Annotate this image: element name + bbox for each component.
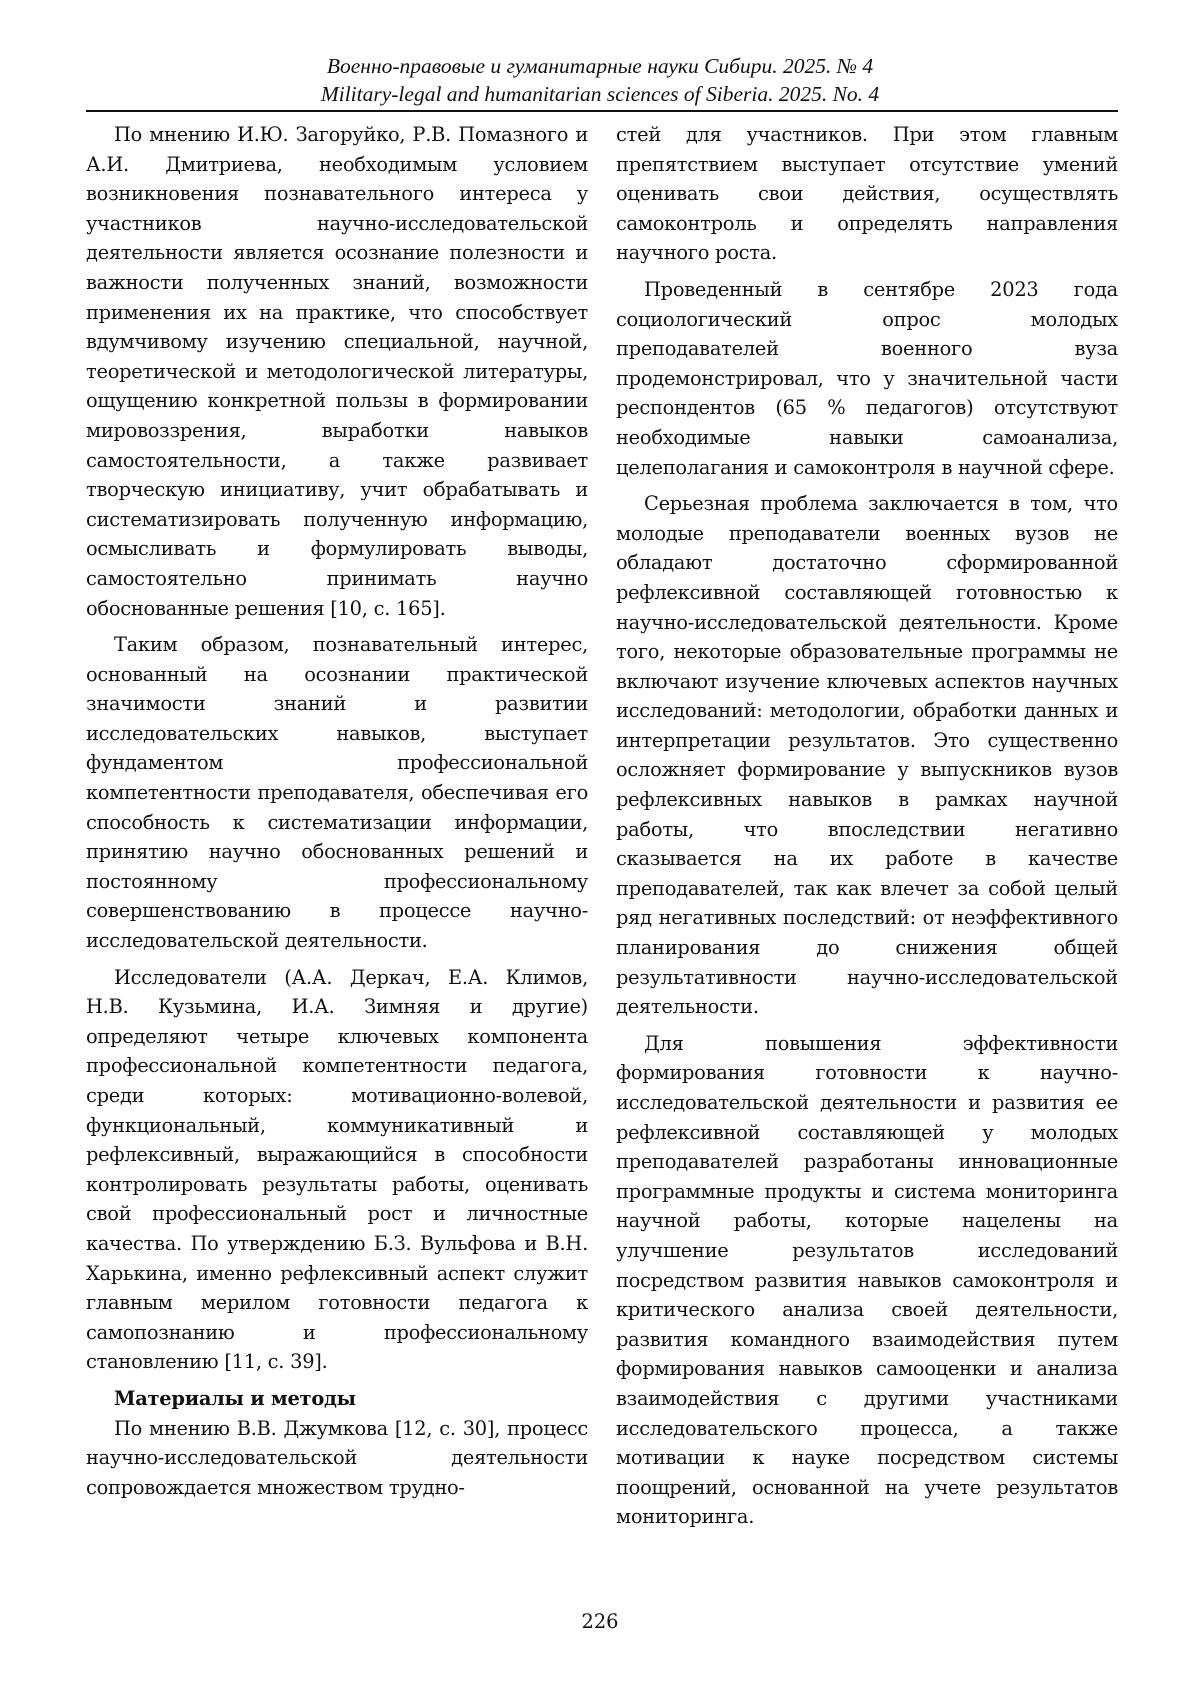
journal-title-ru: Военно-правовые и гуманитарные науки Сибири. 2025. № 4 — [326, 54, 874, 78]
paragraph-zagoruiko: По мнению И.Ю. Загоруйко, Р.В. Помазного и А.И. Дмитриева, необходимым условием возникновения познавательного интереса у участников научно-исследовательской деятельности является осознание полезности и важности полученных знаний, возможности применения их на практике, что способствует вдумчивому изучению специальной, научной, теоретической и методологической литературы, ощущению конкретной пользы в формировании мировоззрения, выработки навыков самостоятельности, а также развивает творческую инициативу, учит обрабатывать и систематизировать полученную информацию, осмысливать и формулировать выводы, самостоятельно принимать научно обоснованные решения [10, с. 165]. — [86, 123, 588, 620]
section-heading-materials-methods: Материалы и методы — [114, 1386, 356, 1410]
paragraph-researchers: Исследователи (А.А. Деркач, Е.А. Климов, Н.В. Кузьмина, И.А. Зимняя и другие) определяют четыре ключевых компонента профессиональной компетентности педагога, среди которых: мотивационно-волевой, функциональный, коммуникативный и рефлексивный, выражающийся в способности контролировать результаты работы, оценивать свой профессиональный рост и личностные качества. По утверждению Б.З. Вульфова и В.Н. Харькина, именно рефлексивный аспект служит главным мерилом готовности педагога к самопознанию и профессиональному становлению [11, с. 39]. — [86, 965, 588, 1374]
page-number: 226 — [581, 1610, 619, 1633]
right-column — [616, 120, 1118, 1539]
paragraph-continuation: стей для участников. При этом главным препятствием выступает отсутствие умений оценивать свои действия, осуществлять самоконтроль и определять направления научного роста. — [616, 123, 1118, 265]
paragraph-cognitive-interest: Таким образом, познавательный интерес, основанный на осознании практической значимости знаний и развитии исследовательских навыков, выступает фундаментом профессиональной компетентности преподавателя, обеспечивая его способность к систематизации информации, принятию научно обоснованных решений и постоянному профессиональному совершенствованию в процессе научно-исследовательской деятельности. — [86, 633, 588, 953]
paragraph-dzhumkov: По мнению В.В. Джумкова [12, с. 30], процесс научно-исследовательской деятельности сопровождается множеством трудно- — [86, 1416, 588, 1499]
left-column — [86, 120, 588, 1502]
journal-header — [0, 52, 1200, 108]
paragraph-serious-problem: Серьезная проблема заключается в том, что молодые преподаватели военных вузов не обладают достаточно сформированной рефлексивной составляющей готовностью к научно-исследовательской деятельности. Кроме того, некоторые образовательные программы не включают изучение ключевых аспектов научных исследований: методологии, обработки данных и интерпретации результатов. Это существенно осложняет формирование у выпускников вузов рефлексивных навыков в рамках научной работы, что впоследствии негативно сказывается на их работе в качестве преподавателей, так как влечет за собой целый ряд негативных последствий: от неэффективного планирования до снижения общей результативности научно-исследовательской деятельности. — [616, 492, 1118, 1019]
paragraph-improvement: Для повышения эффективности формирования готовности к научно-исследовательской деятельности и развития ее рефлексивной составляющей у молодых преподавателей разработаны инновационные программные продукты и система мониторинга научной работы, которые нацелены на улучшение результатов исследований посредством развития навыков самоконтроля и критического анализа своей деятельности, развития командного взаимодействия путем формирования навыков самооценки и анализа взаимодействия с другими участниками исследовательского процесса, а также мотивации к науке посредством системы поощрений, основанной на учете результатов мониторинга. — [616, 1031, 1118, 1529]
header-divider — [86, 110, 1118, 112]
journal-title-en: Military-legal and humanitarian sciences of Siberia. 2025. No. 4 — [320, 82, 880, 106]
paragraph-survey: Проведенный в сентябре 2023 года социологический опрос молодых преподавателей военного вуза продемонстрировал, что у значительной части респондентов (65 % педагогов) отсутствуют необходимые навыки самоанализа, целеполагания и самоконтроля в научной сфере. — [616, 277, 1118, 479]
